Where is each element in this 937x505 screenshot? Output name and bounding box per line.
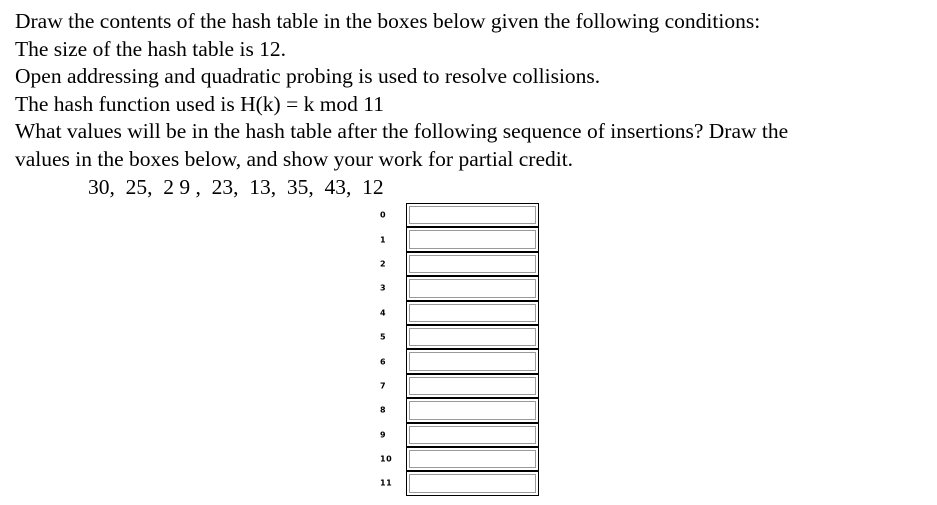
insertion-sequence: 30, 25, 2 9 , 23, 13, 35, 43, 12 [88,175,384,199]
slot-index: 6 [380,357,387,367]
slot-index: 8 [380,405,387,415]
problem-statement [15,8,925,173]
slot-box[interactable] [406,471,539,495]
slot-box[interactable] [406,252,539,276]
slot-index: 2 [380,259,387,269]
slot-index: 7 [380,381,387,391]
slot-index: 9 [380,430,387,440]
slot-box[interactable] [406,398,539,422]
slot-box[interactable] [406,203,539,227]
slot-index: 5 [380,332,387,342]
slot-index: 10 [380,454,393,464]
condition-hash-function: The hash function used is H(k) = k mod 11 [15,91,385,116]
slot-index: 0 [380,210,387,220]
instruction-line: Draw the contents of the hash table in the boxes below given the following conditions: [15,9,761,33]
condition-table-size: The size of the hash table is 12. [15,36,287,61]
slot-box[interactable] [406,227,539,251]
slot-index: 11 [380,478,393,488]
slot-index: 3 [380,283,387,293]
slot-box[interactable] [406,349,539,373]
slot-box[interactable] [406,325,539,349]
slot-box[interactable] [406,276,539,300]
slot-box[interactable] [406,374,539,398]
slot-index: 4 [380,308,387,318]
slot-index: 1 [380,235,387,245]
condition-collision-method: Open addressing and quadratic probing is used to resolve collisions. [15,64,601,88]
question-line-continued: values in the boxes below, and show your work for partial credit. [15,146,574,171]
slot-box[interactable] [406,423,539,447]
slot-box[interactable] [406,447,539,471]
slot-box[interactable] [406,301,539,325]
question-line: What values will be in the hash table after the following sequence of insertions? Draw the [15,119,789,143]
